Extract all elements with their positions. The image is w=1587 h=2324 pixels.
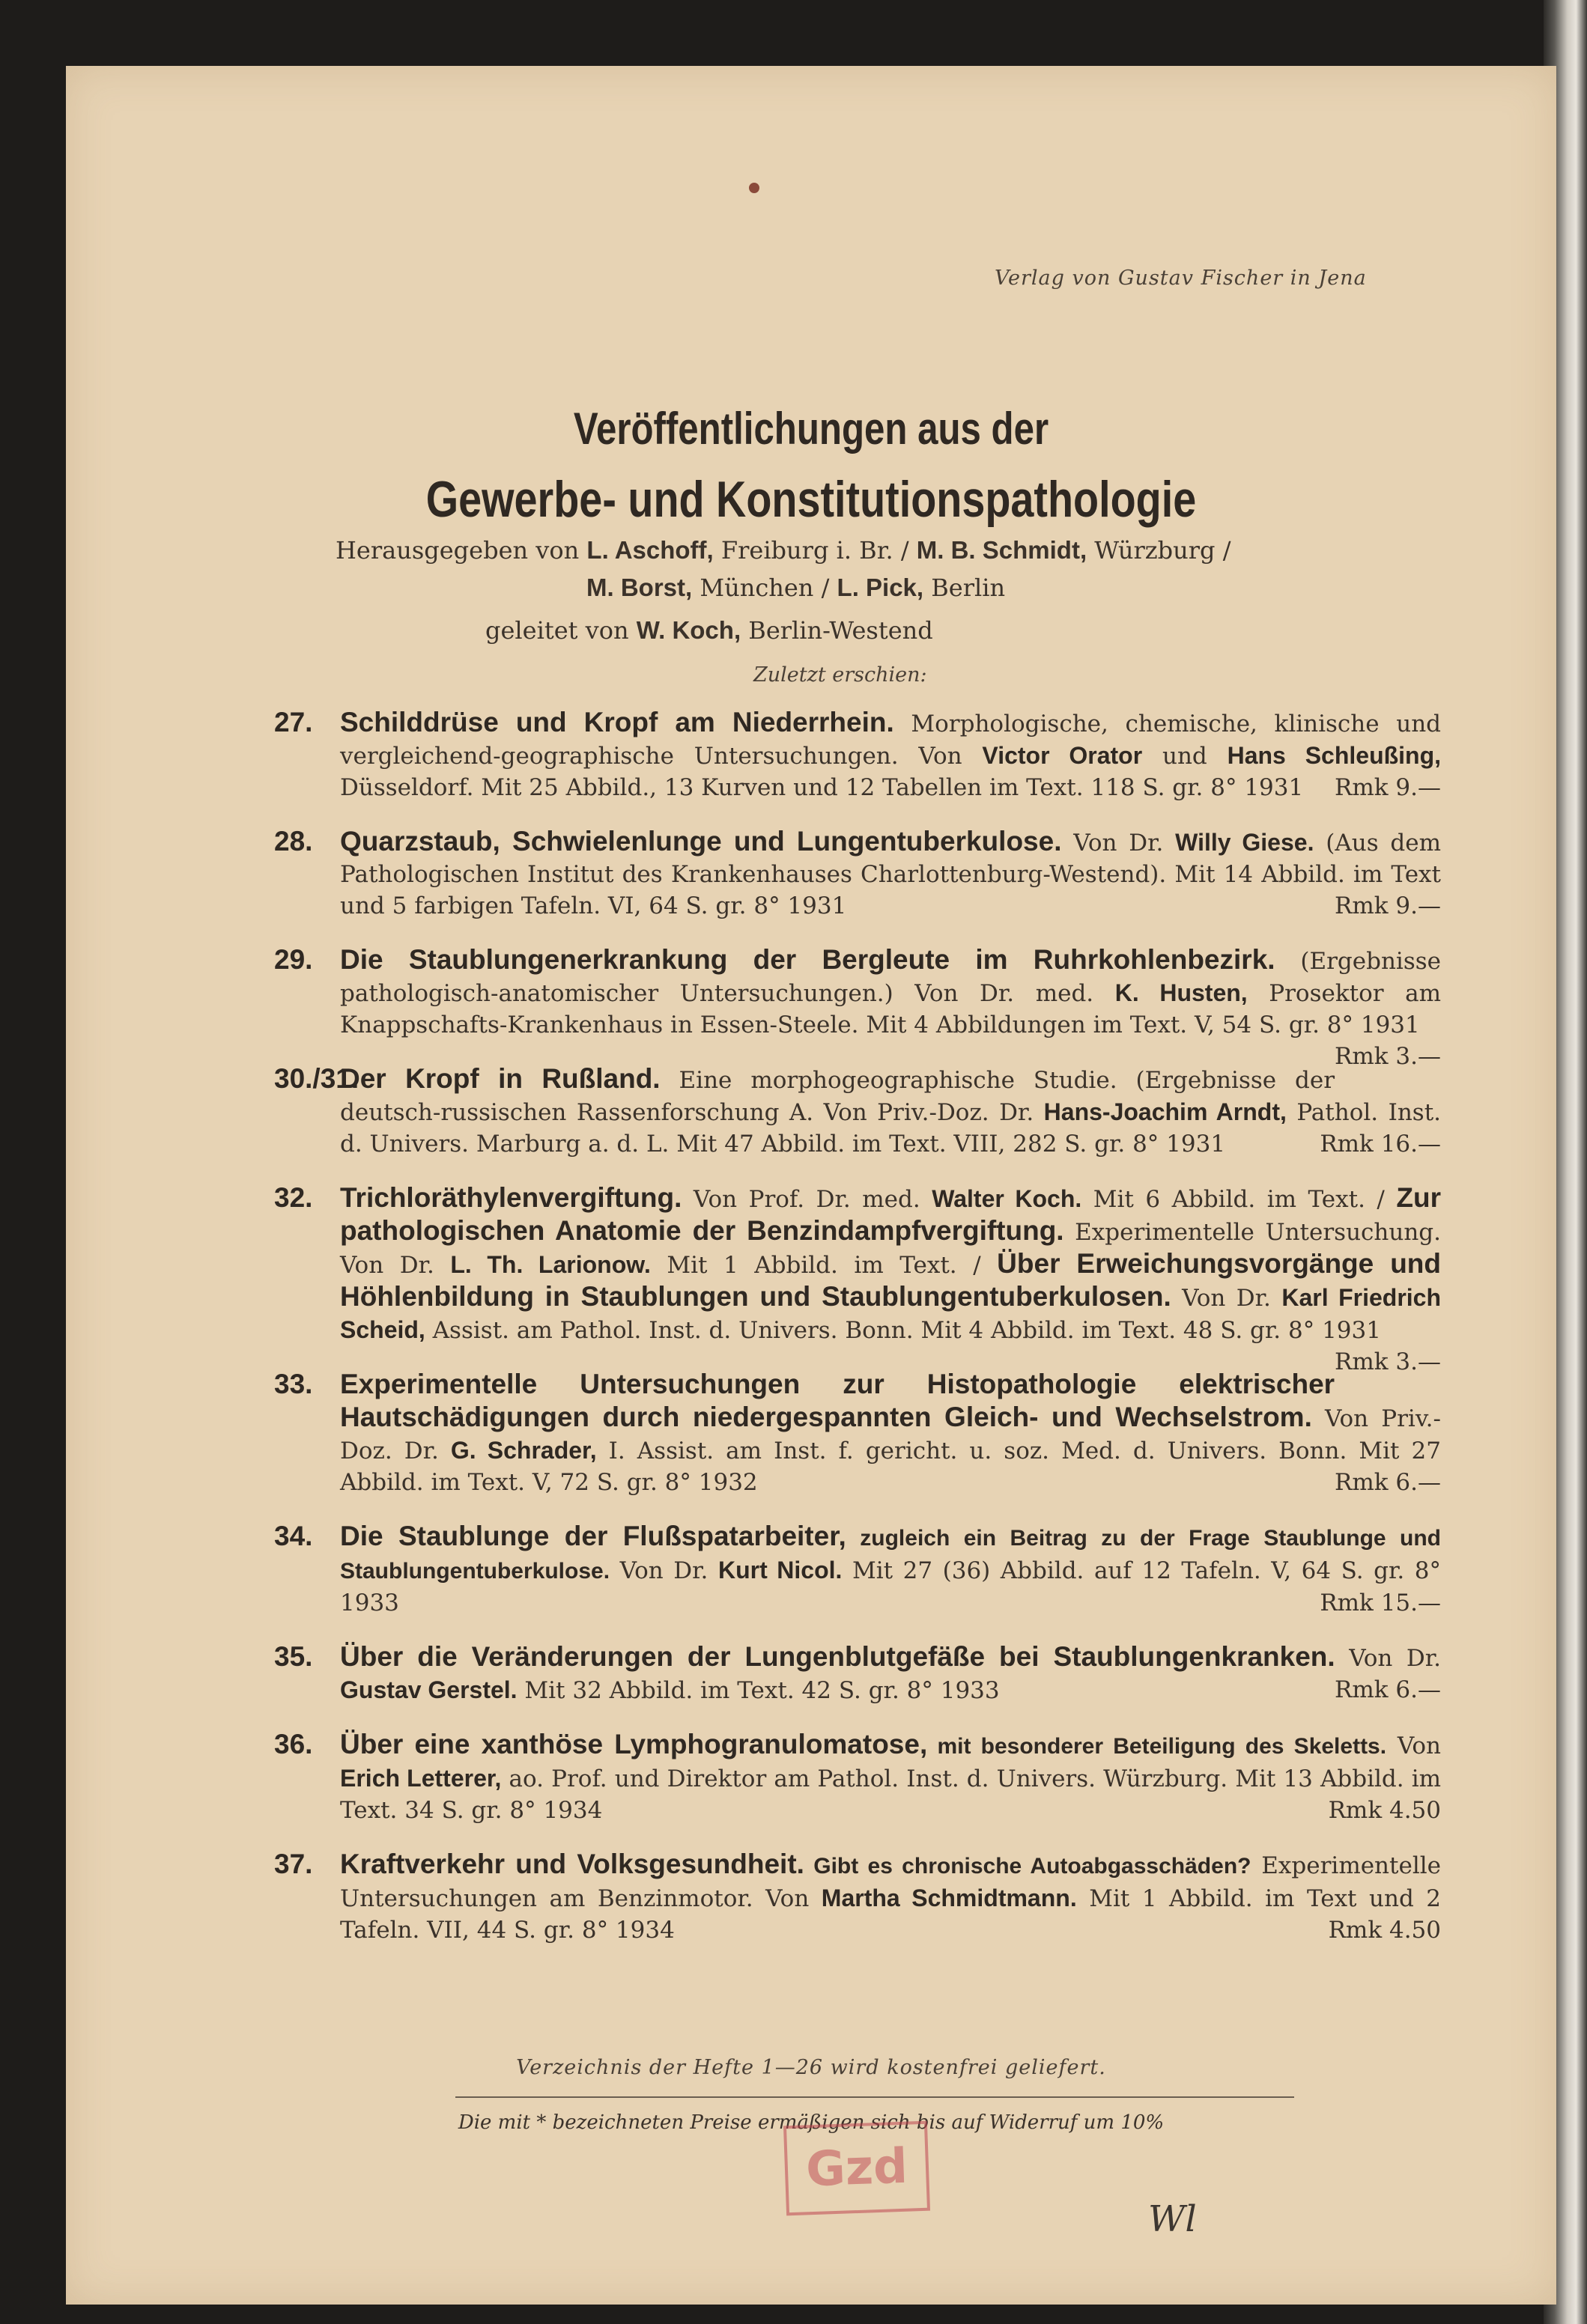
entry-number: 32. — [274, 1182, 313, 1213]
entry-title: Der Kropf in Rußland. — [340, 1063, 661, 1094]
entry-detail: Mit 1 Abbild. im Text und 2 Tafeln. VII, 44 S. gr. 8° 1934 — [340, 1885, 1442, 1944]
list-item — [274, 1729, 1442, 1826]
entry-detail: Von Dr. — [1335, 1645, 1441, 1672]
entry-detail: Experimentelle Untersuchungen am Benzinmotor. Von — [340, 1852, 1442, 1912]
entry-price: Rmk 4.50 — [1328, 1797, 1441, 1824]
editor-name: L. Pick, — [837, 574, 924, 601]
signature-text: Wl — [1148, 2198, 1197, 2240]
entry-detail: Assist. am Pathol. Inst. d. Univers. Bonn. Mit 4 Abbild. im Text. 48 S. gr. 8° 1931 — [425, 1317, 1381, 1344]
entry-detail: Von Prof. Dr. med. — [682, 1186, 932, 1213]
entry-text — [340, 1369, 1441, 1498]
list-item — [274, 1521, 1442, 1619]
entry-price: Rmk 9.— — [1335, 892, 1441, 919]
entry-number: 28. — [274, 826, 313, 857]
divider — [455, 2096, 1294, 2098]
entry-author: K. Husten, — [1114, 979, 1248, 1006]
catalog-note: Verzeichnis der Hefte 1—26 wird kostenfrei geliefert. — [516, 2056, 1106, 2079]
entry-detail: Eine morphogeographische Studie. (Ergebnisse der deutsch-russischen Rassenforschung A. Von Priv.-Doz. Dr. — [340, 1067, 1335, 1126]
entry-detail: Mit 32 Abbild. im Text. 42 S. gr. 8° 1933 — [517, 1677, 1000, 1704]
entry-detail: Von Dr. — [1171, 1285, 1282, 1312]
editor-name: M. Borst, — [586, 574, 693, 601]
entry-detail: Von — [1386, 1733, 1441, 1759]
entry-detail: Mit 1 Abbild. im Text. / — [650, 1252, 998, 1279]
list-item — [274, 944, 1442, 1070]
entry-price: Rmk 16.— — [1320, 1131, 1441, 1158]
list-item — [274, 1369, 1441, 1498]
led-name: W. Koch, — [636, 616, 741, 644]
editor-place: München / — [700, 574, 830, 602]
entry-number: 37. — [274, 1849, 313, 1879]
entry-detail: Mit 27 (36) Abbild. auf 12 Tafeln. V, 64 S. gr. 8° 1933 — [340, 1557, 1442, 1616]
entry-detail: Von Priv.-Doz. Dr. — [340, 1405, 1441, 1464]
entry-author: G. Schrader, — [450, 1437, 597, 1464]
entry-detail: Von Dr. — [1061, 830, 1176, 857]
entry-author: Walter Koch. — [932, 1185, 1082, 1212]
entry-detail: Experimentelle Untersuchung. Von Dr. — [340, 1219, 1441, 1279]
entry-text — [340, 1849, 1441, 1946]
entry-title: Über eine xanthöse Lymphogranulomatose, — [340, 1729, 928, 1759]
entry-detail: I. Assist. am Inst. f. gericht. u. soz. Med. d. Univers. Bonn. Mit 27 Abbild. im Text. V, 72 S. gr. 8° 1932 — [340, 1438, 1441, 1496]
entry-detail: Mit 6 Abbild. im Text. / — [1081, 1186, 1397, 1213]
entry-text — [340, 826, 1441, 922]
entry-author: Karl Friedrich Scheid, — [340, 1284, 1442, 1343]
entry-text — [340, 1729, 1441, 1826]
entry-number: 30./31. — [274, 1063, 359, 1094]
entry-price: Rmk 3.— — [1335, 1348, 1441, 1375]
editors-prefix: Herausgegeben von — [336, 536, 580, 565]
entry-number: 36. — [274, 1729, 313, 1759]
entry-number: 34. — [274, 1521, 313, 1551]
entry-detail: ao. Prof. und Direktor am Pathol. Inst. d. Univers. Würzburg. Mit 13 Abbild. im Text. 34 S. gr. 8° 1934 — [340, 1765, 1442, 1824]
publisher-line: Verlag von Gustav Fischer in Jena — [995, 267, 1367, 290]
entry-author: Hans Schleußing, — [1227, 742, 1442, 769]
ink-spot — [749, 183, 759, 193]
entry-title: Die Staublungenerkrankung der Bergleute im Ruhrkohlenbezirk. — [340, 944, 1275, 975]
document-page — [66, 66, 1556, 2305]
list-item — [274, 1182, 1442, 1375]
entry-text — [340, 1641, 1441, 1706]
led-by-line — [485, 616, 1234, 645]
editor-place: Freiburg i. Br. / — [720, 536, 909, 565]
entry-detail: Morphologische, chemische, klinische und vergleichend-geographische Untersuchungen. Von — [340, 711, 1441, 770]
entry-title: Experimentelle Untersuchungen zur Histopathologie elektrischer Hautschädigungen durch niedergespannten Gleich- und Wechselstrom. — [340, 1369, 1335, 1432]
entry-detail: (Ergebnisse pathologisch-anatomischer Untersuchungen.) Von Dr. med. — [340, 948, 1442, 1007]
entry-author: Hans-Joachim Arndt, — [1043, 1098, 1287, 1125]
title-line-1: Veröffentlichungen aus der — [573, 404, 1049, 454]
entry-subtitle: Gibt es chronische Autoabgasschäden? — [804, 1854, 1251, 1879]
editors-line-2 — [586, 574, 1260, 602]
entry-text — [340, 1063, 1441, 1160]
entry-price: Rmk 6.— — [1335, 1676, 1441, 1703]
entry-price: Rmk 3.— — [1335, 1043, 1441, 1070]
entry-detail: und — [1142, 743, 1228, 770]
entry-title: Die Staublunge der Flußspatarbeiter, — [340, 1521, 846, 1551]
entry-title: Schilddrüse und Kropf am Niederrhein. — [340, 707, 894, 737]
entry-detail: Prosektor am Knappschafts-Krankenhaus in Essen-Steele. Mit 4 Abbildungen im Text. V, 54 S. gr. 8° 1931 — [340, 980, 1442, 1038]
entry-title: Zur pathologischen Anatomie der Benzindampfvergiftung. — [340, 1182, 1441, 1246]
editor-place: Würzburg / — [1094, 536, 1231, 565]
entry-title: Kraftverkehr und Volksgesundheit. — [340, 1849, 804, 1879]
entry-author: Martha Schmidtmann. — [821, 1885, 1077, 1911]
entry-text — [340, 944, 1442, 1070]
entry-price: Rmk 9.— — [1335, 774, 1441, 801]
entry-author: Erich Letterer, — [340, 1765, 502, 1792]
library-stamp — [783, 2121, 930, 2216]
entry-subtitle: mit besonderer Beteiligung des Skeletts. — [927, 1734, 1387, 1759]
entry-text — [340, 707, 1441, 803]
entry-author: Gustav Gerstel. — [340, 1676, 518, 1703]
handwritten-signature — [1148, 2198, 1197, 2240]
led-prefix: geleitet von — [485, 616, 629, 645]
entry-detail: Von Dr. — [610, 1557, 718, 1584]
editor-name: M. B. Schmidt, — [916, 536, 1087, 564]
editor-place: Berlin — [931, 574, 1006, 602]
list-item — [274, 1063, 1442, 1160]
entry-number: 33. — [274, 1369, 313, 1399]
entry-number: 35. — [274, 1641, 313, 1672]
list-item — [274, 707, 1442, 803]
entry-subtitle: zugleich ein Beitrag zu der Frage Staublunge und Staublungentuberkulose. — [340, 1526, 1441, 1584]
recent-label: Zuletzt erschien: — [753, 663, 927, 687]
entry-price: Rmk 4.50 — [1328, 1917, 1441, 1944]
entry-detail: (Aus dem Pathologischen Institut des Krankenhauses Charlottenburg-Westend). Mit 14 Abbild. im Text und 5 farbigen Tafeln. VI, 64 S. gr. 8° 1931 — [340, 830, 1442, 919]
entry-price: Rmk 15.— — [1320, 1590, 1441, 1616]
list-item — [274, 1641, 1441, 1706]
entry-price: Rmk 6.— — [1335, 1469, 1441, 1496]
entry-text — [340, 1521, 1441, 1619]
entry-number: 27. — [274, 707, 313, 737]
led-place: Berlin-Westend — [748, 616, 933, 645]
editor-name: L. Aschoff, — [586, 536, 714, 564]
entry-title: Trichloräthylenvergiftung. — [340, 1182, 682, 1213]
entry-author: Kurt Nicol. — [717, 1557, 843, 1584]
entry-text — [340, 1182, 1442, 1375]
entry-detail: Düsseldorf. Mit 25 Abbild., 13 Kurven und 12 Tabellen im Text. 118 S. gr. 8° 1931 — [340, 774, 1304, 801]
entry-detail: Pathol. Inst. d. Univers. Marburg a. d. L. Mit 47 Abbild. im Text. VIII, 282 S. gr. 8° 1931 — [340, 1099, 1442, 1158]
entry-author: L. Th. Larionow. — [450, 1251, 651, 1278]
entry-title: Quarzstaub, Schwielenlunge und Lungentuberkulose. — [340, 826, 1062, 857]
entry-number: 29. — [274, 944, 313, 975]
entry-author: Willy Giese. — [1175, 829, 1314, 856]
entry-title: Über die Veränderungen der Lungenblutgefäße bei Staublungenkranken. — [340, 1641, 1335, 1672]
entry-title: Über Erweichungsvorgänge und Höhlenbildung in Staublungen und Staublungentuberkulosen. — [340, 1248, 1441, 1312]
editors-line-1 — [336, 536, 1436, 565]
list-item — [274, 826, 1442, 922]
publication-list — [274, 707, 1442, 1968]
list-item — [274, 1849, 1442, 1946]
stamp-text: Gzd — [804, 2138, 909, 2198]
price-note: Die mit * bezeichneten Preise ermäßigen sich bis auf Widerruf um 10% — [458, 2111, 1165, 2134]
title-line-2: Gewerbe- und Konstitutionspathologie — [425, 471, 1197, 528]
entry-author: Victor Orator — [982, 742, 1143, 769]
